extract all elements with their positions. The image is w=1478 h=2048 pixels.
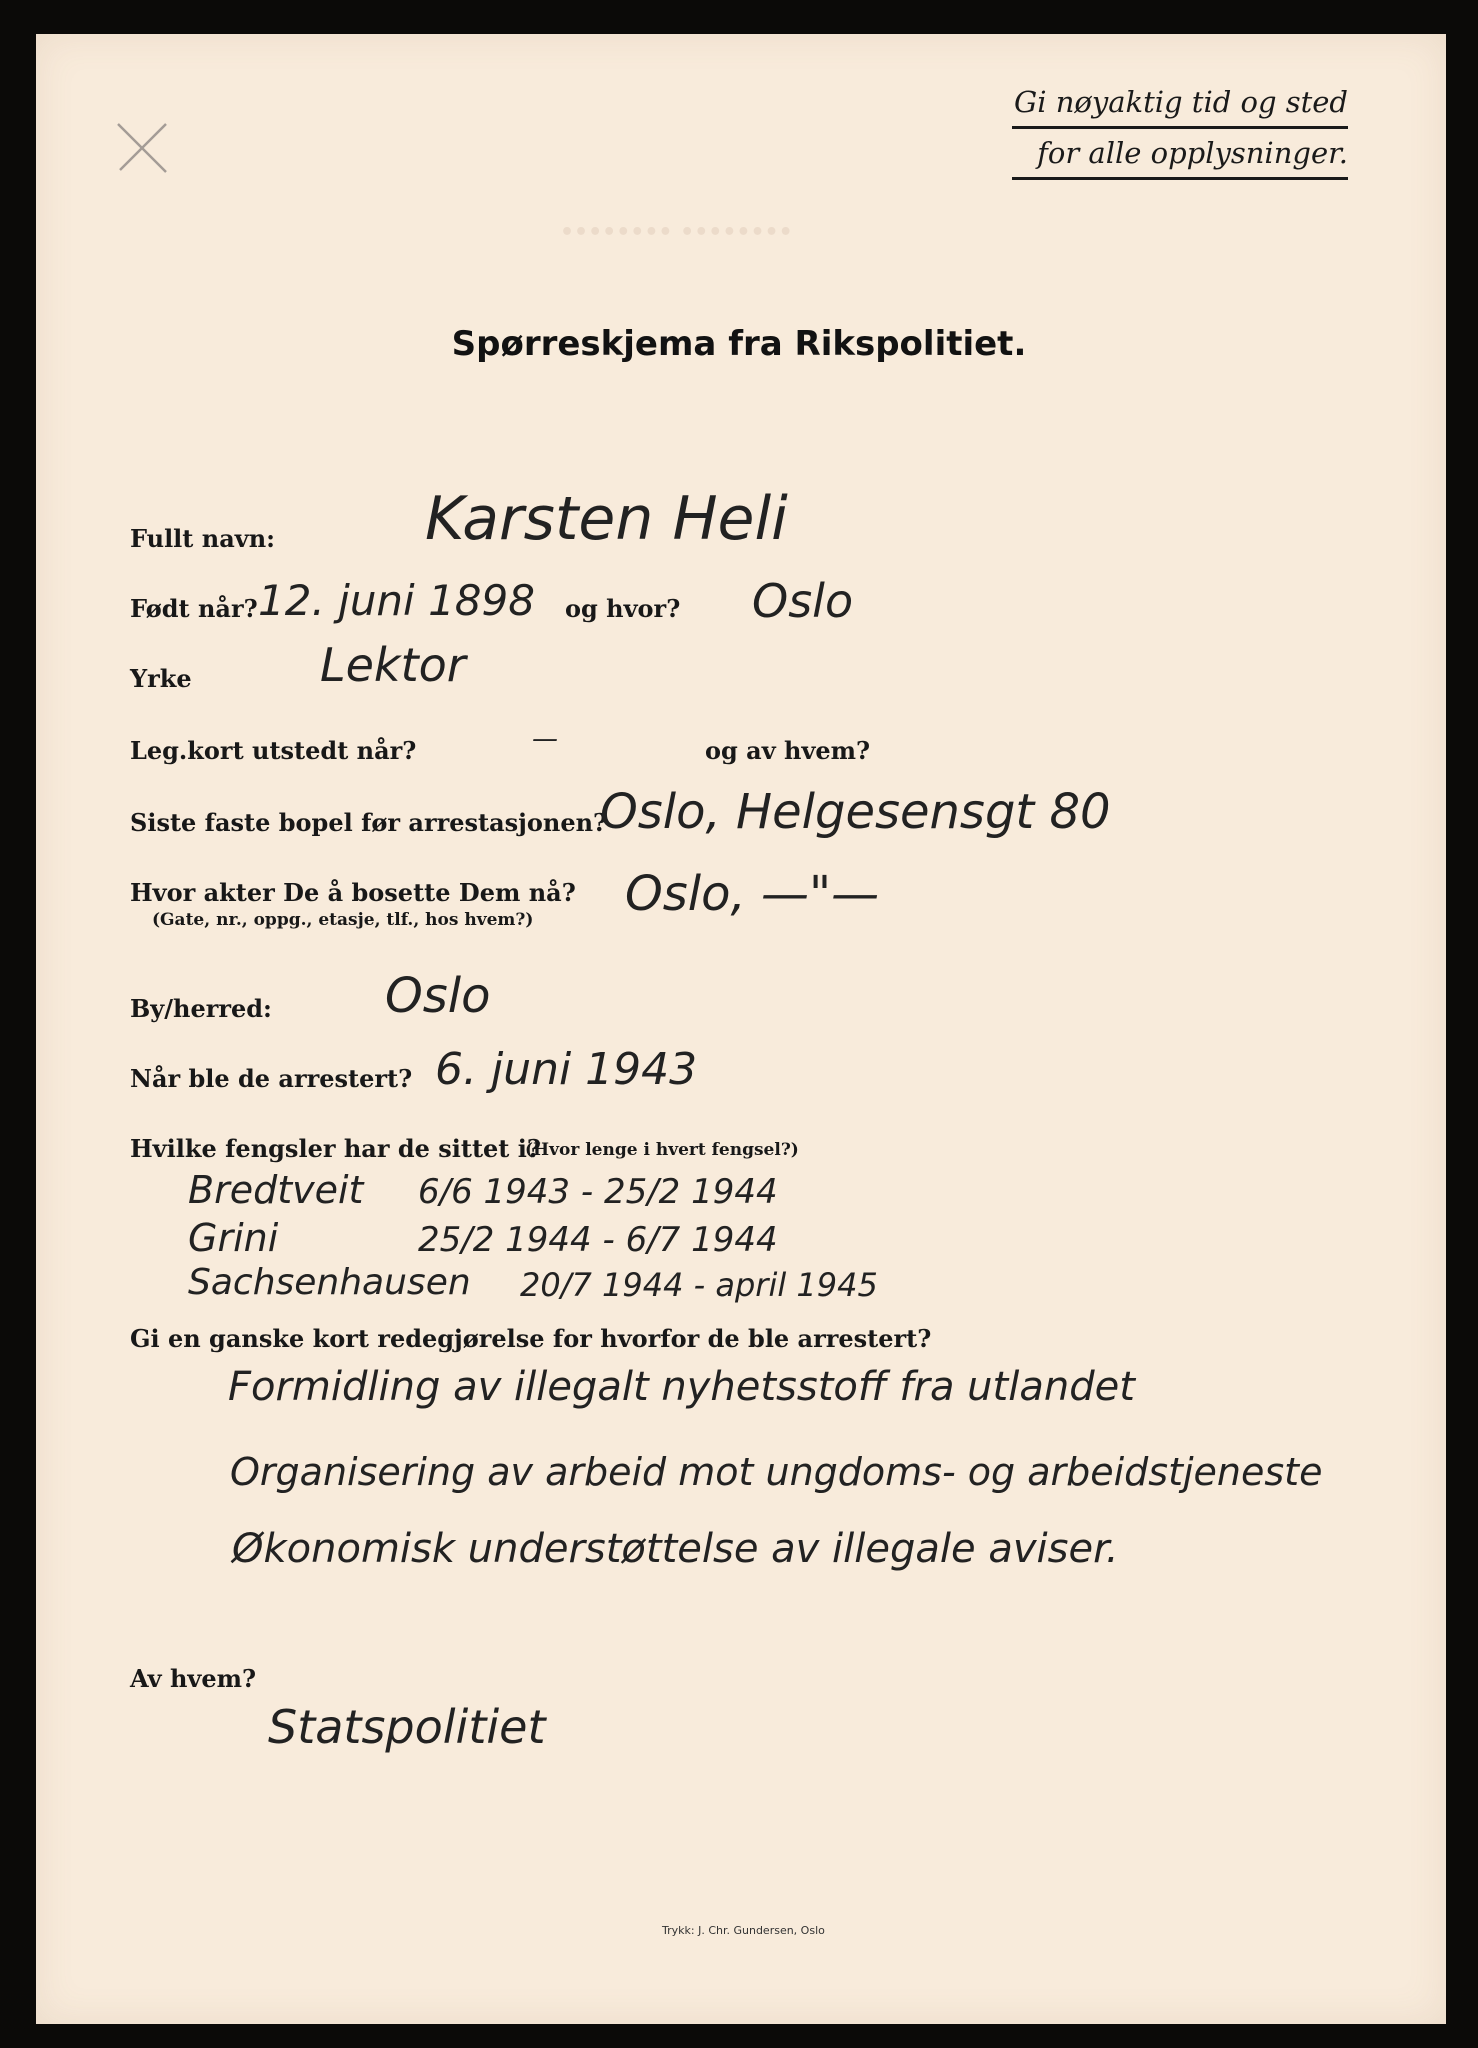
prison-period: 6/6 1943 - 25/2 1944: [418, 1172, 778, 1212]
municipality-label: By/herred:: [130, 994, 272, 1023]
reason-line: Økonomisk understøttelse av illegale aviser.: [232, 1526, 1119, 1572]
born-when-label: Født når?: [130, 594, 258, 623]
instruction-line-2: for alle opplysninger.: [1012, 129, 1348, 180]
instruction-line-1: Gi nøyaktig tid og sted: [1012, 78, 1348, 129]
prisons-label: Hvilke fengsler har de sittet i?: [130, 1134, 541, 1163]
arrested-by-label: Av hvem?: [130, 1664, 257, 1693]
born-where-label: og hvor?: [565, 594, 681, 623]
id-card-when-label: Leg.kort utstedt når?: [130, 736, 417, 765]
last-residence-label: Siste faste bopel før arrestasjonen?: [130, 808, 608, 837]
born-where-value: Oslo: [752, 574, 854, 628]
id-card-by-label: og av hvem?: [705, 736, 871, 765]
full-name-label: Fullt navn:: [130, 524, 275, 553]
born-when-value: 12. juni 1898: [258, 576, 535, 625]
faint-watermark-text: •••••••• ••••••••: [560, 220, 793, 245]
settle-where-label: Hvor akter De å bosette Dem nå?: [130, 878, 576, 907]
reason-line: Organisering av arbeid mot ungdoms- og arbeidstjeneste: [230, 1450, 1323, 1494]
instruction-notice: [1012, 78, 1348, 180]
prison-place: Grini: [188, 1216, 279, 1260]
id-card-when-value: —: [532, 724, 558, 754]
settle-where-value: Oslo, —"—: [625, 866, 880, 922]
municipality-value: Oslo: [385, 968, 491, 1024]
x-mark-icon: [112, 118, 172, 178]
prison-place: Bredtveit: [188, 1168, 364, 1212]
prison-period: 20/7 1944 - april 1945: [520, 1266, 878, 1304]
prisons-hint: (Hvor lenge i hvert fengsel?): [525, 1140, 799, 1160]
form-title: Spørreskjema fra Rikspolitiet.: [451, 324, 1027, 364]
arrested-by-value: Statspolitiet: [268, 1700, 546, 1754]
settle-where-hint: (Gate, nr., oppg., etasje, tlf., hos hvem?): [152, 910, 534, 930]
last-residence-value: Oslo, Helgesensgt 80: [600, 784, 1111, 840]
occupation-label: Yrke: [130, 664, 192, 693]
arrested-when-value: 6. juni 1943: [435, 1044, 698, 1095]
occupation-value: Lektor: [320, 638, 466, 692]
full-name-value: Karsten Heli: [425, 484, 788, 554]
reason-line: Formidling av illegalt nyhetsstoff fra utlandet: [228, 1364, 1135, 1410]
printer-imprint: Trykk: J. Chr. Gundersen, Oslo: [662, 1924, 825, 1937]
reason-label: Gi en ganske kort redegjørelse for hvorfor de ble arrestert?: [130, 1324, 932, 1353]
prison-place: Sachsenhausen: [188, 1262, 471, 1303]
arrested-when-label: Når ble de arrestert?: [130, 1064, 413, 1093]
prison-period: 25/2 1944 - 6/7 1944: [418, 1220, 778, 1260]
